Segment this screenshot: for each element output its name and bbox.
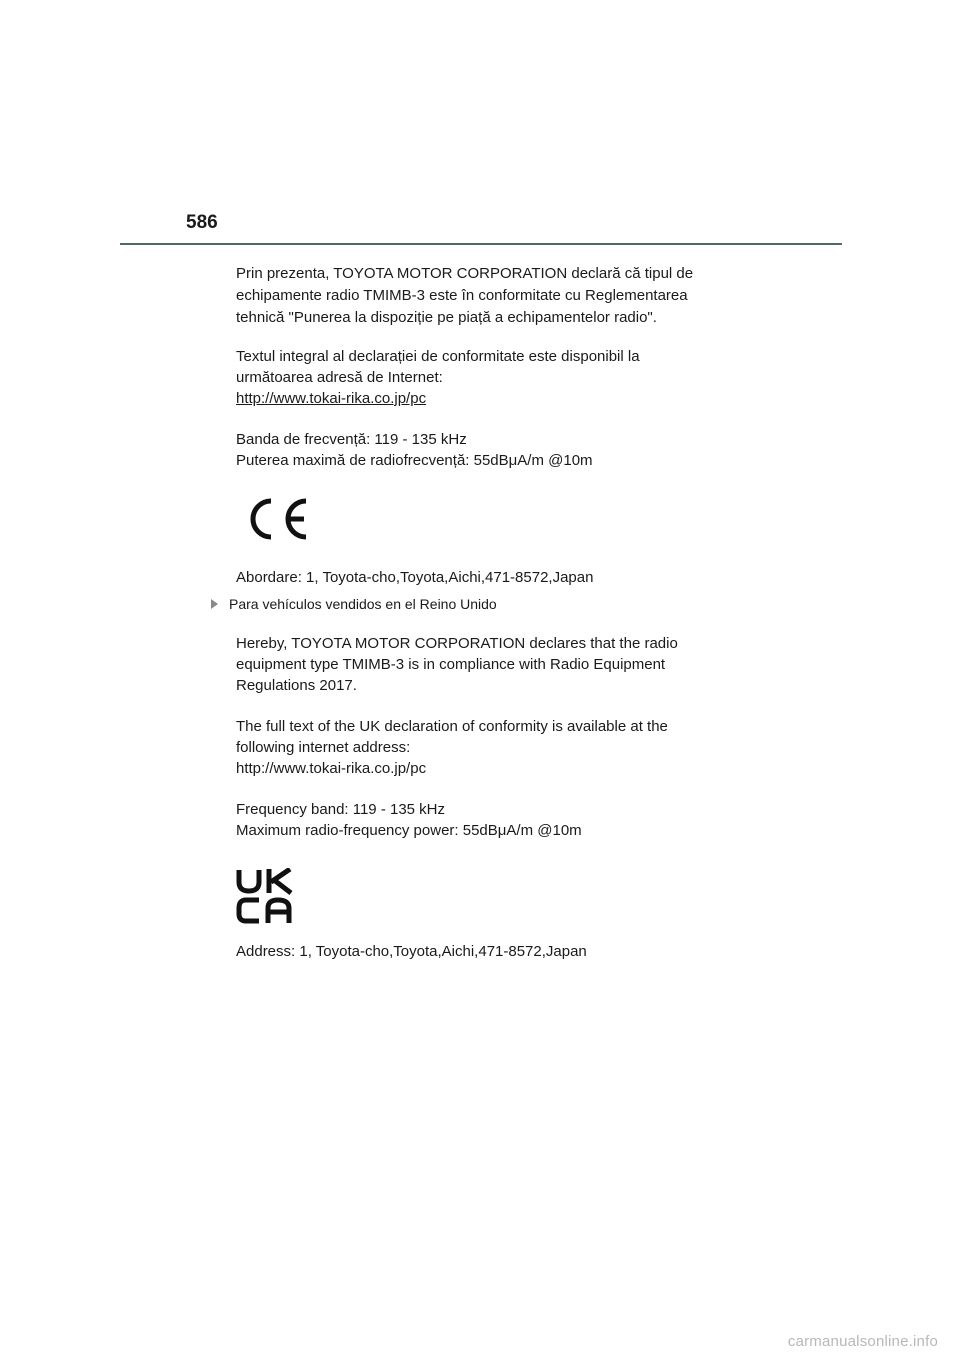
- uk-frequency-band: Frequency band: 119 - 135 kHz: [236, 801, 446, 818]
- ro-line-2: echipamente radio TMIMB-3 este în conformitate cu Reglementarea: [236, 287, 688, 304]
- ro-address: Abordare: 1, Toyota-cho,Toyota,Aichi,471-8572,Japan: [236, 569, 594, 586]
- header-divider: [120, 243, 842, 245]
- ukca-mark-icon: [236, 868, 294, 924]
- uk-max-power: Maximum radio-frequency power: 55dBμA/m @10m: [236, 822, 582, 839]
- bullet-arrow-icon: [211, 599, 218, 609]
- ro-frequency-band: Banda de frecvență: 119 - 135 kHz: [236, 431, 467, 448]
- page-number: 586: [186, 212, 218, 233]
- ro-max-power: Puterea maximă de radiofrecvență: 55dBμA/m @10m: [236, 452, 593, 469]
- ro-url-link[interactable]: http://www.tokai-rika.co.jp/pc: [236, 390, 427, 407]
- uk-address: Address: 1, Toyota-cho,Toyota,Aichi,471-8572,Japan: [236, 943, 587, 960]
- uk-line-4: The full text of the UK declaration of conformity is available at the: [236, 718, 668, 735]
- uk-line-1: Hereby, TOYOTA MOTOR CORPORATION declares that the radio: [236, 635, 678, 652]
- ro-line-5: următoarea adresă de Internet:: [236, 369, 443, 386]
- ce-mark-icon: [244, 495, 310, 543]
- ro-line-1: Prin prezenta, TOYOTA MOTOR CORPORATION declară că tipul de: [236, 265, 694, 282]
- watermark: carmanualsonline.info: [787, 1333, 938, 1350]
- ro-line-4: Textul integral al declarației de conformitate este disponibil la: [236, 348, 640, 365]
- uk-line-3: Regulations 2017.: [236, 677, 357, 694]
- uk-section-heading: Para vehículos vendidos en el Reino Unido: [229, 596, 497, 612]
- uk-url[interactable]: http://www.tokai-rika.co.jp/pc: [236, 760, 427, 777]
- uk-line-2: equipment type TMIMB-3 is in compliance with Radio Equipment: [236, 656, 666, 673]
- uk-line-5: following internet address:: [236, 739, 411, 756]
- ro-line-3: tehnică "Punerea la dispoziție pe piață a echipamentelor radio".: [236, 309, 657, 326]
